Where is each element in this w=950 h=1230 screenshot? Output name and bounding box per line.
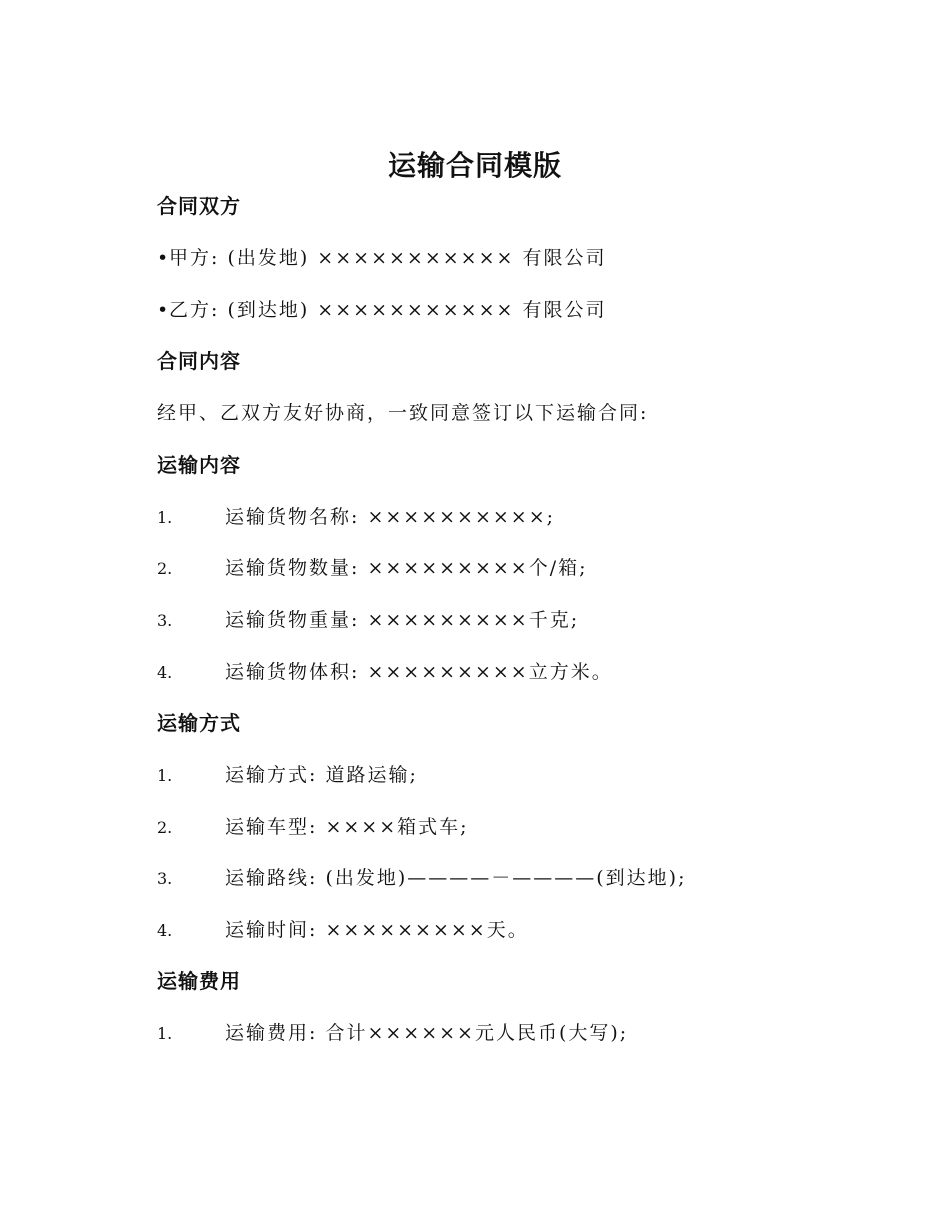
bullet: • (157, 299, 171, 321)
list-item-text: 运输费用: 合计××××××元人民币(大写); (225, 1022, 629, 1044)
list-item-text: 运输路线: (出发地)————－————(到达地); (225, 867, 687, 889)
list-item-text: 运输货物名称: ××××××××××; (225, 506, 556, 528)
list-item-text: 运输时间: ×××××××××天。 (225, 919, 529, 941)
list-item-text: 运输货物数量: ×××××××××个/箱; (225, 557, 588, 579)
section-heading-transport-method: 运输方式 (157, 711, 241, 735)
list-item-text: 运输货物重量: ×××××××××千克; (225, 609, 580, 631)
list-item-number: 1. (157, 1024, 173, 1043)
list-item-text: 运输车型: ××××箱式车; (225, 816, 469, 838)
list-item-number: 3. (157, 611, 173, 630)
list-item-number: 1. (157, 766, 173, 785)
list-item (157, 554, 588, 583)
list-item-number: 3. (157, 869, 173, 888)
section-heading-transport-content: 运输内容 (157, 453, 241, 477)
list-item (157, 864, 687, 893)
list-item (157, 761, 418, 790)
party-b-line (157, 296, 606, 324)
intro-paragraph: 经甲、乙双方友好协商，一致同意签订以下运输合同: (157, 402, 649, 424)
section-heading-parties: 合同双方 (157, 194, 241, 218)
list-item (157, 658, 613, 687)
document-title: 运输合同模版 (387, 149, 562, 182)
list-item-number: 1. (157, 508, 173, 527)
list-item (157, 503, 555, 532)
section-heading-content: 合同内容 (157, 349, 241, 373)
list-item-text: 运输方式: 道路运输; (225, 764, 418, 786)
list-item (157, 916, 529, 945)
party-a-line (157, 244, 606, 272)
list-item (157, 813, 469, 842)
list-item-number: 2. (157, 818, 173, 837)
list-item-number: 2. (157, 559, 173, 578)
party-b-text: 乙方: (到达地) ××××××××××× 有限公司 (169, 299, 607, 321)
list-item (157, 1019, 628, 1048)
list-item-number: 4. (157, 921, 173, 940)
list-item-text: 运输货物体积: ×××××××××立方米。 (225, 661, 613, 683)
list-item-number: 4. (157, 663, 173, 682)
party-a-text: 甲方: (出发地) ××××××××××× 有限公司 (169, 247, 607, 269)
list-item (157, 606, 579, 635)
bullet: • (157, 247, 171, 269)
section-heading-transport-cost: 运输费用 (157, 969, 241, 993)
